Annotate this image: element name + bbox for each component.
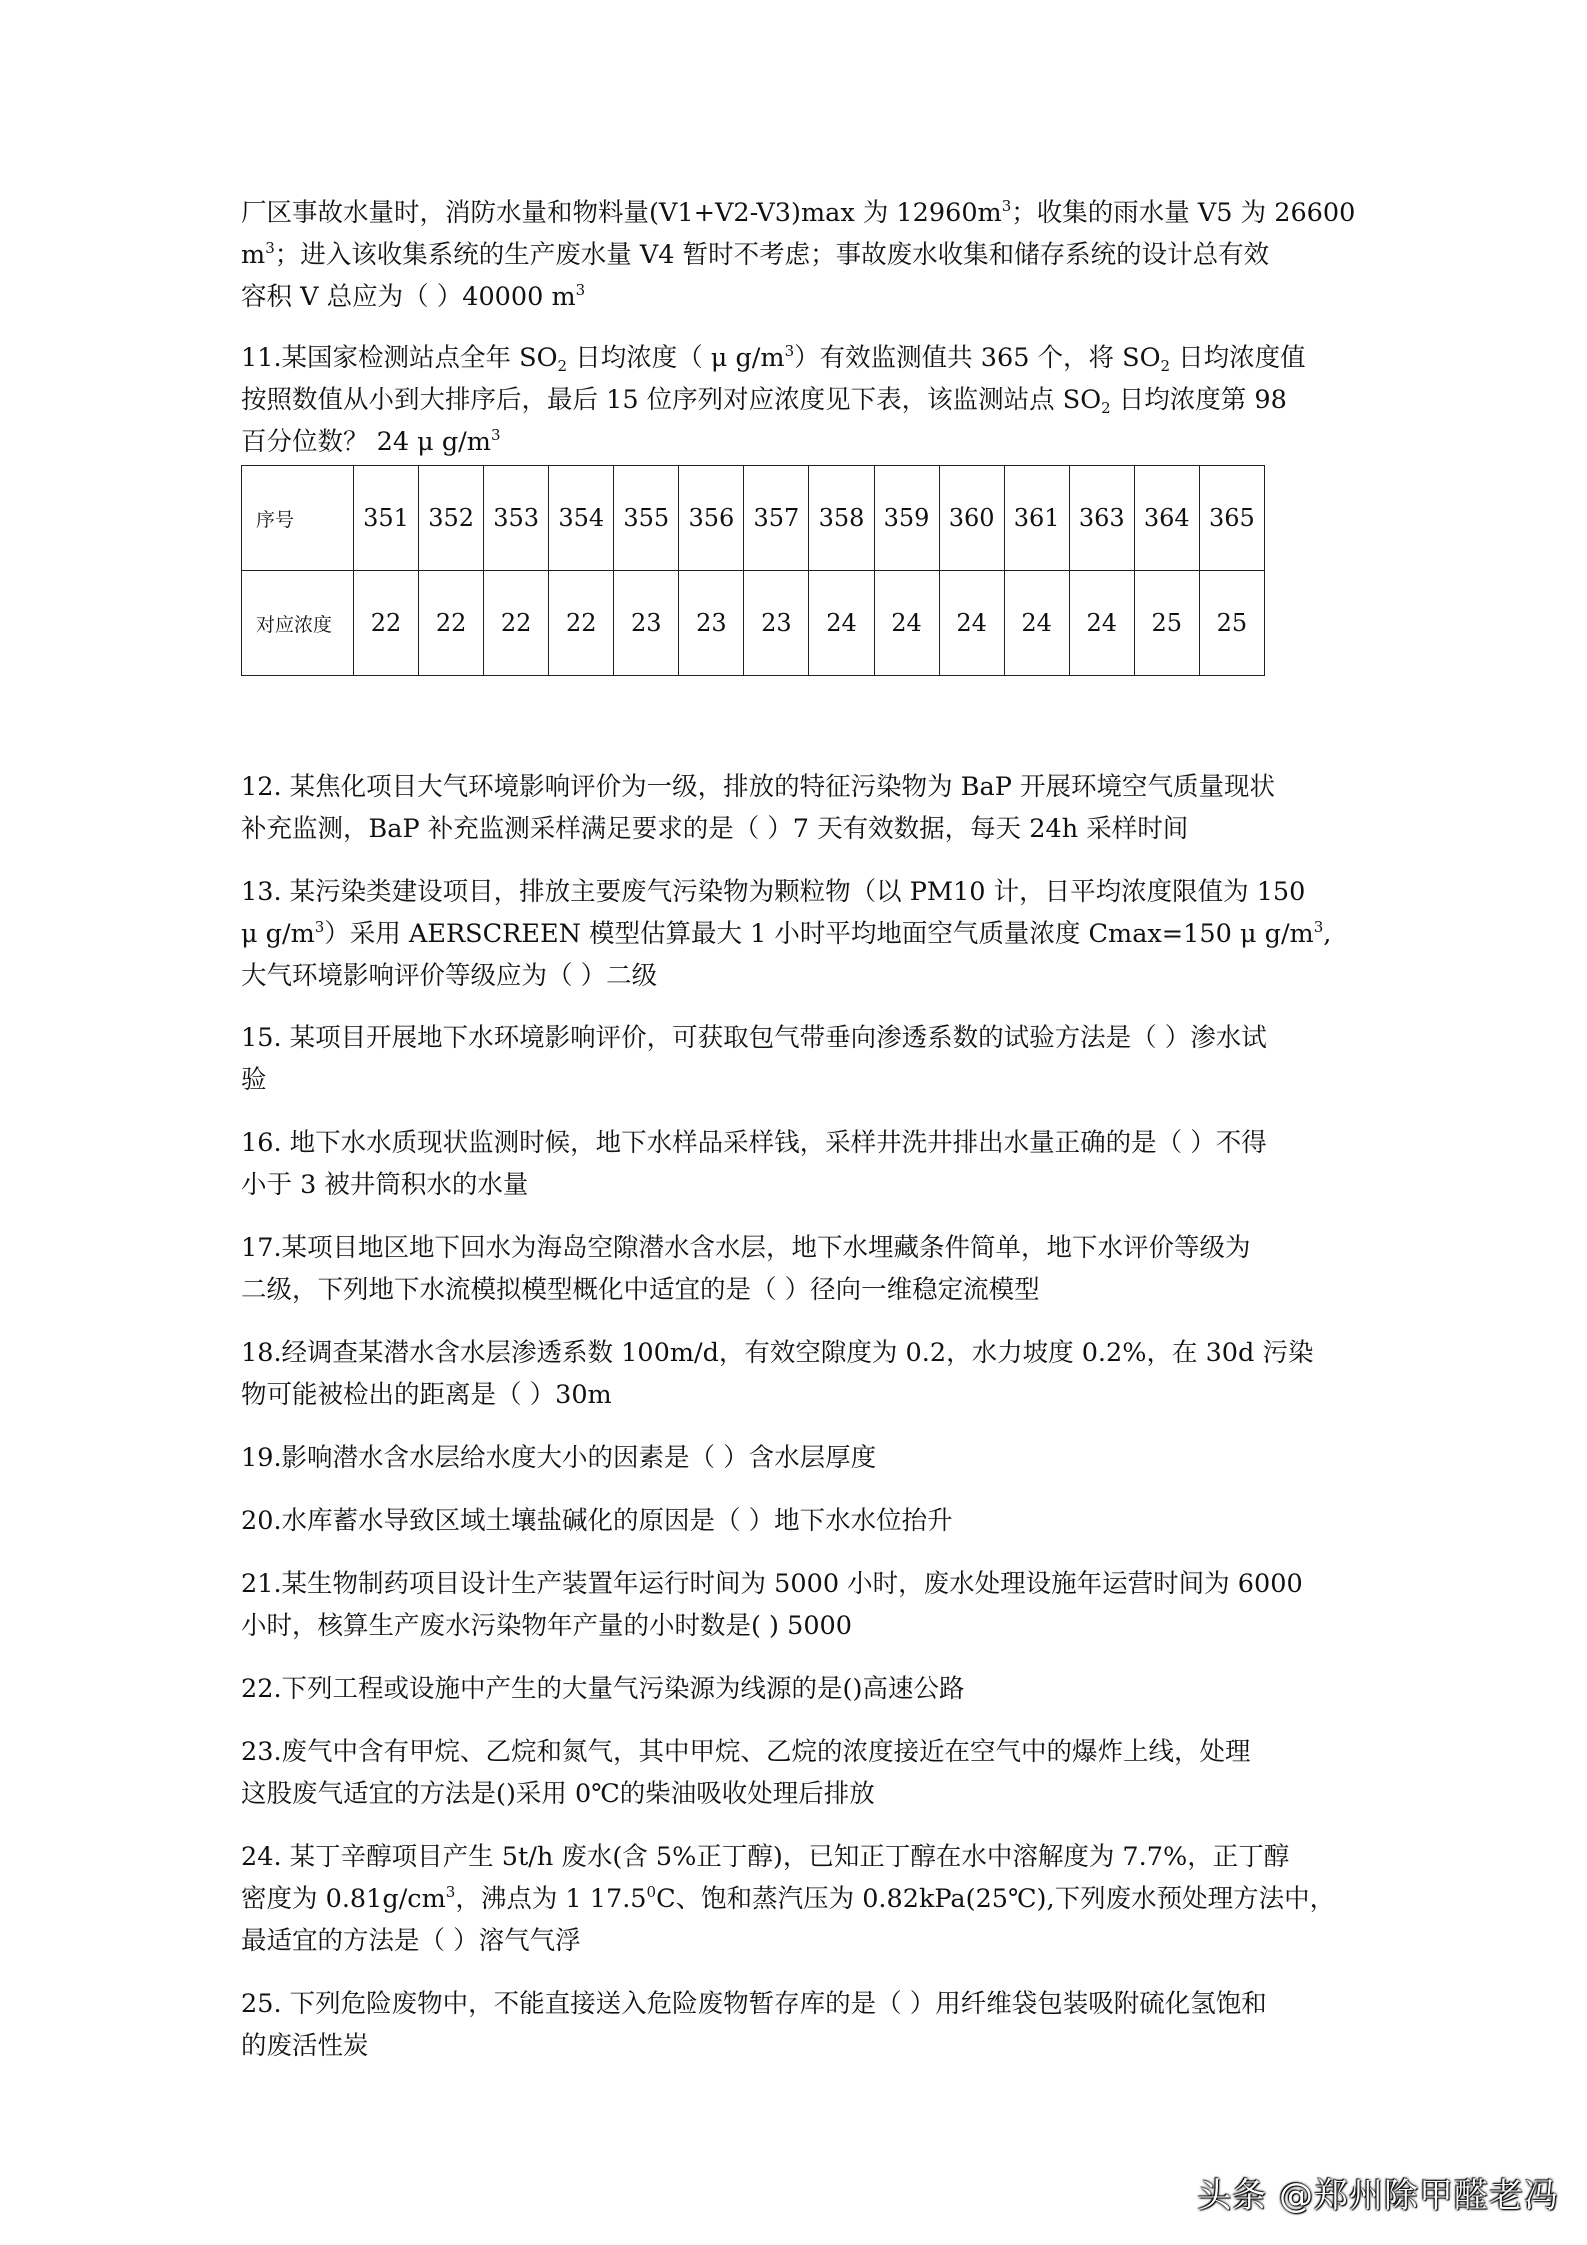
question-15: 15. 某项目开展地下水环境影响评价，可获取包气带垂向渗透系数的试验方法是（ ）渗水试 验 <box>241 1023 1267 1095</box>
table-cell: 352 <box>419 466 484 571</box>
table-cell: 24 <box>874 571 939 676</box>
question-19: 19.影响潜水含水层给水度大小的因素是（ ）含水层厚度 <box>241 1443 877 1473</box>
table-header-sequence: 序号 <box>242 466 354 571</box>
question-22: 22.下列工程或设施中产生的大量气污染源为线源的是()高速公路 <box>241 1674 965 1704</box>
question-17: 17.某项目地区地下回水为海岛空隙潜水含水层，地下水埋藏条件简单，地下水评价等级为 二级，下列地下水流模拟模型概化中适宜的是（ ）径向一维稳定流模型 <box>241 1233 1251 1305</box>
table-cell: 364 <box>1134 466 1199 571</box>
question-20: 20.水库蓄水导致区域土壤盐碱化的原因是（ ）地下水水位抬升 <box>241 1506 953 1536</box>
table-header-concentration: 对应浓度 <box>242 571 354 676</box>
question-10-continued: 厂区事故水量时，消防水量和物料量(V1+V2-V3)max 为 $12960m^3$；收集的雨水量 V5 为 26600 $m^3$；进入该收集系统的生产废水量 V4 暂时不考虑；事故废水收集和储存系统的设计总有效 容积 V 总应为（ ）40000 $m^3$ <box>241 197 1356 312</box>
table-cell: 22 <box>484 571 549 676</box>
table-cell: 359 <box>874 466 939 571</box>
table-cell: 360 <box>939 466 1004 571</box>
table-row-sequence <box>242 466 1265 571</box>
table-cell: 22 <box>419 571 484 676</box>
table-cell: 22 <box>549 571 614 676</box>
question-24: 24. 某丁辛醇项目产生 5t/h 废水(含 5%正丁醇)，已知正丁醇在水中溶解度为 7.7%，正丁醇 密度为 $0.81g/cm^3$，沸点为 1 17.5$^0$C、饱和蒸汽压为 0.82kPa(25℃),下列废水预处理方法中， 最适宜的方法是（ ）溶气气浮 <box>241 1842 1336 1956</box>
table-cell: 356 <box>679 466 744 571</box>
table-cell: 353 <box>484 466 549 571</box>
table-cell: 361 <box>1004 466 1069 571</box>
table-cell: 23 <box>679 571 744 676</box>
table-cell: 24 <box>939 571 1004 676</box>
question-25: 25. 下列危险废物中，不能直接送入危险废物暂存库的是（ ）用纤维袋包装吸附硫化氢饱和 的废活性炭 <box>241 1989 1267 2061</box>
table-row-concentration <box>242 571 1265 676</box>
table-cell: 351 <box>354 466 419 571</box>
question-12: 12. 某焦化项目大气环境影响评价为一级，排放的特征污染物为 BaP 开展环境空气质量现状 补充监测，BaP 补充监测采样满足要求的是（ ）7 天有效数据，每天 24h 采样时间 <box>241 772 1275 844</box>
table-cell: 24 <box>809 571 874 676</box>
table-cell: 24 <box>1069 571 1134 676</box>
question-11: 11.某国家检测站点全年 $SO_2$ 日均浓度（ μ $g/m^3$）有效监测值共 365 个，将 $SO_2$ 日均浓度值 按照数值从小到大排序后，最后 15 位序列对应浓度见下表，该监测站点 $SO_2$ 日均浓度第 98 百分位数？ 24 μ $g/m^3$ <box>241 342 1306 457</box>
table-cell: 355 <box>614 466 679 571</box>
table-cell: 22 <box>354 571 419 676</box>
table-cell: 23 <box>744 571 809 676</box>
source-watermark: 头条 @郑州除甲醛老冯 <box>1197 2176 1559 2216</box>
question-16: 16. 地下水水质现状监测时候，地下水样品采样钱，采样井洗井排出水量正确的是（ ）不得 小于 3 被井筒积水的水量 <box>241 1128 1267 1200</box>
table-cell: 25 <box>1199 571 1264 676</box>
question-18: 18.经调查某潜水含水层渗透系数 100m/d，有效空隙度为 0.2，水力坡度 0.2%，在 30d 污染 物可能被检出的距离是（ ）30m <box>241 1338 1314 1410</box>
table-cell: 354 <box>549 466 614 571</box>
table-cell: 365 <box>1199 466 1264 571</box>
table-cell: 357 <box>744 466 809 571</box>
table-cell: 25 <box>1134 571 1199 676</box>
table-cell: 358 <box>809 466 874 571</box>
question-21: 21.某生物制药项目设计生产装置年运行时间为 5000 小时，废水处理设施年运营时间为 6000 小时，核算生产废水污染物年产量的小时数是( ) 5000 <box>241 1569 1303 1641</box>
table-cell: 24 <box>1004 571 1069 676</box>
table-cell: 363 <box>1069 466 1134 571</box>
table-cell: 23 <box>614 571 679 676</box>
question-13: 13. 某污染类建设项目，排放主要废气污染物为颗粒物（以 PM10 计，日平均浓度限值为 150 μ $g/m^3$）采用 AERSCREEN 模型估算最大 1 小时平均地面空气质量浓度 Cmax=150 μ $g/m^3$, 大气环境影响评价等级应为（ ）二级 <box>241 877 1332 991</box>
so2-concentration-table <box>241 465 1265 676</box>
question-23: 23.废气中含有甲烷、乙烷和氮气，其中甲烷、乙烷的浓度接近在空气中的爆炸上线，处理 这股废气适宜的方法是()采用 0℃的柴油吸收处理后排放 <box>241 1737 1251 1809</box>
